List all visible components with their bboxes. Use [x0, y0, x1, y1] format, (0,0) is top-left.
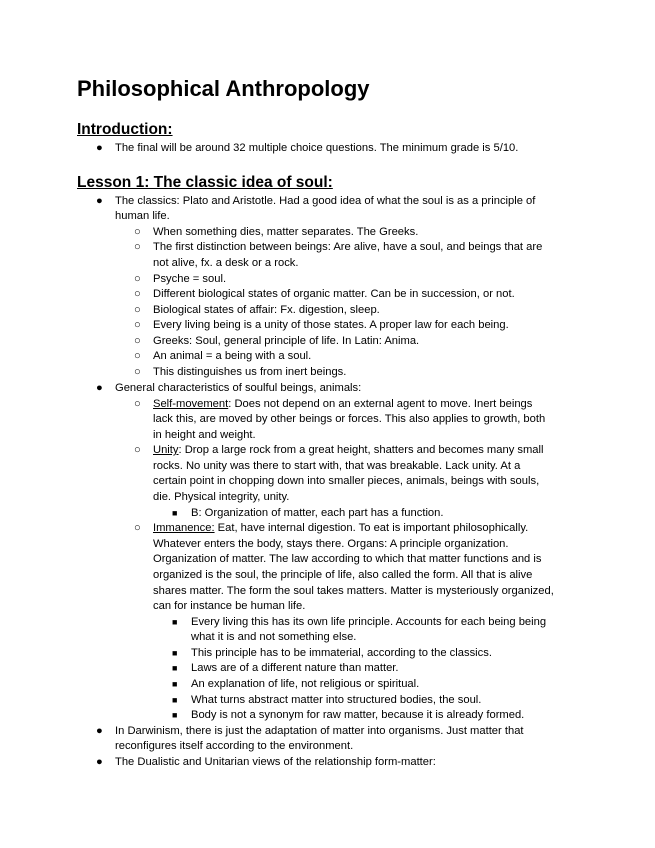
- sub-sub-bullet-marker: ■: [172, 617, 178, 627]
- self-movement-text: : Does not depend on an external agent to move. Inert beings: [228, 398, 533, 410]
- sub-bullet-text: shares matter. The form the soul takes matters. Matter is mysteriously organized,: [153, 585, 554, 597]
- sub-bullet-text: Organization of matter. The law according to which that matter functions and is: [153, 553, 542, 565]
- bullet-text: human life.: [115, 210, 170, 222]
- sub-bullet-text: in height and weight.: [153, 429, 256, 441]
- sub-bullet-text: An animal = a being with a soul.: [153, 350, 312, 362]
- sub-bullet-text: Biological states of affair: Fx. digestion, sleep.: [153, 304, 380, 316]
- sub-bullet-marker: ○: [134, 350, 141, 362]
- sub-sub-bullet-marker: ■: [172, 710, 178, 720]
- sub-bullet-text: lack this, are moved by other beings or forces. This also applies to growth, both: [153, 413, 546, 425]
- sub-bullet-text: die. Physical integrity, unity.: [153, 491, 290, 503]
- bullet-text: General characteristics of soulful beings, animals:: [115, 382, 362, 394]
- sub-sub-bullet-text: Laws are of a different nature than matter.: [191, 662, 399, 674]
- sub-sub-bullet-text: Body is not a synonym for raw matter, because it is already formed.: [191, 709, 525, 721]
- sub-bullet-marker: ○: [134, 241, 141, 253]
- sub-bullet-text: Every living being is a unity of those states. A proper law for each being.: [153, 319, 509, 331]
- sub-bullet-marker: ○: [134, 319, 141, 331]
- sub-bullet-text: certain point in chopping down into smaller pieces, animals, beings with souls,: [153, 475, 540, 487]
- sub-sub-bullet-marker: ■: [172, 648, 178, 658]
- immanence-term: Immanence:: [153, 522, 215, 534]
- bullet-marker: ●: [96, 142, 103, 154]
- bullet-text: The classics: Plato and Aristotle. Had a good idea of what the soul is as a principle of: [115, 195, 536, 207]
- sub-sub-bullet-text: Every living this has its own life principle. Accounts for each being being: [191, 616, 547, 628]
- bullet-marker: ●: [96, 756, 103, 768]
- intro-heading: Introduction:: [77, 121, 173, 138]
- bullet-text: In Darwinism, there is just the adaptation of matter into organisms. Just matter that: [115, 725, 524, 737]
- bullet-marker: ●: [96, 195, 103, 207]
- sub-sub-bullet-marker: ■: [172, 508, 178, 518]
- sub-bullet-marker: ○: [134, 288, 141, 300]
- bullet-marker: ●: [96, 725, 103, 737]
- sub-bullet-text: rocks. No unity was there to start with, that was breakable. Lack unity. At a: [153, 460, 521, 472]
- self-movement-term: Self-movement: [153, 398, 229, 410]
- sub-bullet-text: Whatever enters the body, stays there. Organs: A principle organization.: [153, 538, 509, 550]
- sub-bullet-text: Psyche = soul.: [153, 273, 227, 285]
- sub-sub-bullet-text: What turns abstract matter into structured bodies, the soul.: [191, 694, 482, 706]
- sub-sub-bullet-text: This principle has to be immaterial, according to the classics.: [191, 647, 492, 659]
- bullet-text: reconfigures itself according to the environment.: [115, 740, 354, 752]
- page-title: Philosophical Anthropology: [77, 76, 370, 101]
- sub-bullet-marker: ○: [134, 366, 141, 378]
- intro-bullet-text: The final will be around 32 multiple choice questions. The minimum grade is 5/10.: [115, 142, 519, 154]
- sub-bullet-text: not alive, fx. a desk or a rock.: [153, 257, 299, 269]
- sub-bullet-marker: ○: [134, 444, 141, 456]
- sub-bullet-text: organized is the soul, the principle of life, also called the form. All that is alive: [153, 569, 533, 581]
- sub-bullet-text: When something dies, matter separates. The Greeks.: [153, 226, 419, 238]
- sub-sub-bullet-text: what it is and not something else.: [191, 631, 357, 643]
- sub-bullet-text: Greeks: Soul, general principle of life. In Latin: Anima.: [153, 335, 420, 347]
- sub-bullet-marker: ○: [134, 304, 141, 316]
- bullet-text: The Dualistic and Unitarian views of the relationship form-matter:: [115, 756, 436, 768]
- lesson-heading: Lesson 1: The classic idea of soul:: [77, 174, 333, 191]
- sub-bullet-text: Different biological states of organic matter. Can be in succession, or not.: [153, 288, 515, 300]
- sub-bullet-marker: ○: [134, 398, 141, 410]
- immanence-line: [153, 521, 528, 537]
- unity-text: : Drop a large rock from a great height, shatters and becomes many small: [178, 444, 544, 456]
- sub-sub-bullet-marker: ■: [172, 695, 178, 705]
- unity-line: [153, 443, 544, 459]
- sub-sub-bullet-marker: ■: [172, 663, 178, 673]
- sub-bullet-text: can for instance be human life.: [153, 600, 306, 612]
- unity-term: Unity: [153, 444, 179, 456]
- sub-sub-bullet-text: An explanation of life, not religious or spiritual.: [191, 678, 420, 690]
- bullet-marker: ●: [96, 382, 103, 394]
- immanence-text: Eat, have internal digestion. To eat is important philosophically.: [214, 522, 529, 534]
- sub-bullet-text: This distinguishes us from inert beings.: [153, 366, 347, 378]
- sub-sub-bullet-text: B: Organization of matter, each part has a function.: [191, 507, 444, 519]
- sub-bullet-marker: ○: [134, 522, 141, 534]
- self-movement-line: [153, 397, 532, 413]
- sub-sub-bullet-marker: ■: [172, 679, 178, 689]
- sub-bullet-marker: ○: [134, 273, 141, 285]
- sub-bullet-marker: ○: [134, 335, 141, 347]
- sub-bullet-marker: ○: [134, 226, 141, 238]
- sub-bullet-text: The first distinction between beings: Are alive, have a soul, and beings that are: [153, 241, 543, 253]
